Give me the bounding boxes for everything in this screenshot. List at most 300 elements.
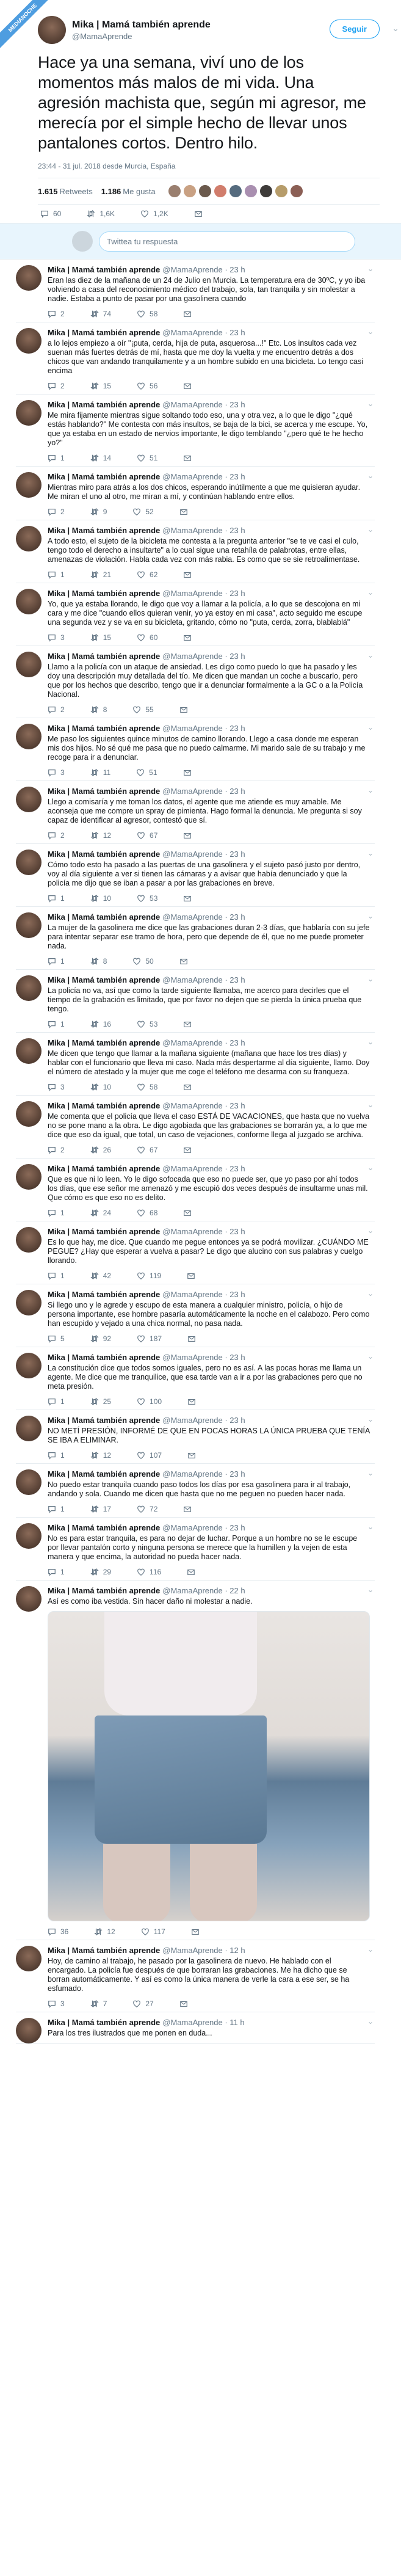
author-handle[interactable]: @MamaAprende: [162, 589, 223, 598]
chevron-down-icon[interactable]: ⌄: [367, 264, 374, 273]
retweet-icon: [90, 633, 99, 642]
envelope-icon: [179, 957, 188, 966]
reply-button[interactable]: 60: [40, 209, 61, 218]
like-button[interactable]: 117: [141, 1927, 165, 1936]
tweet[interactable]: [16, 781, 375, 844]
chevron-down-icon[interactable]: ⌄: [367, 1523, 374, 1531]
reply-button[interactable]: 1: [48, 454, 65, 462]
reply-button[interactable]: 1: [48, 957, 65, 966]
avatar[interactable]: [16, 1227, 42, 1253]
avatar[interactable]: [244, 184, 258, 198]
chevron-down-icon[interactable]: ⌄: [367, 1945, 374, 1954]
avatar[interactable]: [16, 1038, 42, 1064]
like-button[interactable]: 58: [137, 310, 157, 318]
dm-button[interactable]: [183, 570, 196, 579]
dm-button[interactable]: [183, 633, 196, 642]
avatar[interactable]: [16, 589, 42, 614]
chevron-down-icon[interactable]: ⌄: [367, 2017, 374, 2026]
reply-button[interactable]: 1: [48, 1397, 65, 1406]
author-name[interactable]: Mika | Mamá también aprende: [48, 787, 161, 796]
retweet-button[interactable]: 7: [90, 1999, 107, 2008]
author-name[interactable]: Mika | Mamá también aprende: [48, 472, 161, 481]
author-name[interactable]: Mika | Mamá también aprende: [48, 400, 161, 409]
heart-icon: [137, 1146, 145, 1154]
reply-icon: [48, 957, 56, 966]
tweet-time[interactable]: 23 h: [229, 1227, 245, 1236]
tweet-header: [48, 589, 370, 598]
retweet-button[interactable]: 25: [90, 1397, 111, 1406]
dm-button[interactable]: [179, 508, 192, 516]
tweet-actions: [48, 825, 370, 843]
reply-icon: [48, 454, 56, 462]
like-button[interactable]: 67: [137, 831, 157, 840]
dm-button[interactable]: [183, 831, 196, 840]
dm-button[interactable]: [179, 705, 192, 714]
tweet-time[interactable]: 23 h: [229, 1469, 245, 1479]
tweet-time[interactable]: 12 h: [229, 1946, 245, 1955]
reply-button[interactable]: 3: [48, 633, 65, 642]
author-handle[interactable]: @MamaAprende: [162, 1164, 223, 1173]
dm-button[interactable]: [187, 1272, 200, 1280]
tweet-text: Me mira fijamente mientras sigue soltando todo eso, una y otra vez, a lo que le digo "¿qué estás hablando?" Me contesta con más insultos, se baja de la bici, se acerca y me escupe. Yo, que ya estaba en un estado de nervios importante, le digo temblando "¿pero qué te he hecho yo?": [48, 411, 368, 447]
tweet-header: [48, 265, 370, 274]
like-button[interactable]: 60: [137, 633, 157, 642]
like-button[interactable]: 1,2K: [140, 209, 168, 218]
reply-button[interactable]: 2: [48, 310, 65, 318]
retweet-button[interactable]: 74: [90, 310, 111, 318]
dm-button[interactable]: [183, 1083, 196, 1091]
retweet-button[interactable]: 12: [90, 831, 111, 840]
chevron-down-icon[interactable]: ⌄: [367, 912, 374, 920]
dm-button[interactable]: [179, 957, 192, 966]
retweet-button[interactable]: 92: [90, 1334, 111, 1343]
author-handle[interactable]: @MamaAprende: [162, 1101, 223, 1110]
avatar[interactable]: [275, 184, 288, 198]
avatar[interactable]: [16, 1353, 42, 1378]
tweet-text: Eran las diez de la mañana de un 24 de Julio en Murcia. La temperatura era de 30ºC, y yo iba volviendo a casa del reconocimiento médico del trabajo, sola, tan tranquila y sin molestar a nadie. Estaba a punto de pasar por una gasolinera cuando: [48, 276, 366, 303]
tweet-header: [48, 1416, 370, 1425]
like-button[interactable]: 100: [137, 1397, 162, 1406]
reply-button[interactable]: 2: [48, 382, 65, 390]
reply-icon: [48, 894, 56, 903]
dm-button[interactable]: [183, 454, 196, 462]
tweet[interactable]: [16, 395, 375, 467]
tweet-time[interactable]: 22 h: [229, 1586, 245, 1595]
dm-button[interactable]: [191, 1927, 204, 1936]
author-name[interactable]: Mika | Mamá también aprende: [48, 1038, 161, 1047]
tweet-time[interactable]: 23 h: [229, 472, 245, 481]
tweet[interactable]: [16, 1940, 375, 2012]
like-button[interactable]: 51: [137, 454, 157, 462]
avatar[interactable]: [16, 787, 42, 812]
tweet-time[interactable]: 23 h: [229, 1290, 245, 1299]
heart-icon: [137, 1334, 145, 1343]
chevron-down-icon[interactable]: ⌄: [367, 1289, 374, 1298]
like-button[interactable]: 27: [132, 1999, 153, 2008]
avatar[interactable]: [16, 652, 42, 677]
author-handle[interactable]: @MamaAprende: [162, 1353, 223, 1362]
dm-button[interactable]: [194, 209, 207, 218]
dm-button[interactable]: [183, 1209, 196, 1217]
author-name[interactable]: Mika | Mamá también aprende: [48, 526, 161, 535]
author-handle[interactable]: @MamaAprende: [162, 1523, 223, 1532]
tweet-actions: [48, 1391, 370, 1410]
tweet-time[interactable]: 23 h: [229, 1101, 245, 1110]
author-name[interactable]: Mika | Mamá también aprende: [48, 1290, 161, 1299]
reply-input[interactable]: Twittea tu respuesta: [99, 231, 355, 252]
retweet-button[interactable]: 26: [90, 1146, 111, 1154]
tweet[interactable]: [16, 1221, 375, 1284]
author-name[interactable]: Mika | Mamá también aprende: [48, 1586, 161, 1595]
avatar[interactable]: [168, 184, 181, 198]
separator: ·: [222, 265, 230, 274]
author-name[interactable]: Mika | Mamá también aprende: [48, 1353, 161, 1362]
author-handle[interactable]: @MamaAprende: [162, 472, 223, 481]
dm-button[interactable]: [187, 1451, 200, 1460]
separator: ·: [222, 975, 230, 984]
like-button[interactable]: 55: [132, 705, 153, 714]
heart-icon: [137, 454, 145, 462]
chevron-down-icon[interactable]: ⌄: [367, 1469, 374, 1477]
tweet[interactable]: [16, 844, 375, 907]
chevron-down-icon[interactable]: ⌄: [392, 23, 399, 33]
author-handle[interactable]: @MamaAprende: [162, 912, 223, 922]
reply-button[interactable]: 1: [48, 1451, 65, 1460]
like-button[interactable]: 67: [137, 1146, 157, 1154]
chevron-down-icon[interactable]: ⌄: [367, 786, 374, 795]
chevron-down-icon[interactable]: ⌄: [367, 1038, 374, 1046]
like-button[interactable]: 187: [137, 1334, 162, 1343]
chevron-down-icon[interactable]: ⌄: [367, 1163, 374, 1172]
reply-button[interactable]: 3: [48, 1999, 65, 2008]
reply-icon: [48, 570, 56, 579]
like-button[interactable]: 68: [137, 1209, 157, 1217]
retweet-button[interactable]: 10: [90, 1083, 111, 1091]
chevron-down-icon[interactable]: ⌄: [367, 327, 374, 336]
author-name[interactable]: Mika | Mamá también aprende: [48, 2018, 161, 2027]
avatar[interactable]: [16, 1469, 42, 1495]
author-name[interactable]: Mika | Mamá también aprende: [48, 850, 161, 859]
author-handle[interactable]: @MamaAprende: [162, 1586, 223, 1595]
avatar[interactable]: [229, 184, 242, 198]
retweet-button[interactable]: 24: [90, 1209, 111, 1217]
author-handle[interactable]: @MamaAprende: [162, 1290, 223, 1299]
tweet-text: Llamo a la policía con un ataque de ansiedad. Les digo como puedo lo que ha pasado y les doy una descripción muy detallada del tío. Me dicen que mandan un coche a buscarlo, pero que por los hechos que describo, tengo que ir a denunciar formalmente a la GC o a la Policía Nacional.: [48, 663, 363, 699]
avatar[interactable]: [16, 724, 42, 749]
chevron-down-icon[interactable]: ⌄: [367, 651, 374, 660]
author-name[interactable]: Mika | Mamá también aprende: [48, 652, 161, 661]
author-name[interactable]: Mika | Mamá también aprende: [48, 975, 161, 984]
author-handle[interactable]: @MamaAprende: [162, 1227, 223, 1236]
dm-button[interactable]: [187, 1568, 200, 1576]
tweet-time[interactable]: 23 h: [229, 526, 245, 535]
chevron-down-icon[interactable]: ⌄: [367, 975, 374, 983]
tweet-time[interactable]: 23 h: [229, 724, 245, 733]
tweet[interactable]: [16, 1464, 375, 1518]
reply-button[interactable]: 1: [48, 1209, 65, 1217]
author-name[interactable]: Mika | Mamá también aprende: [48, 1164, 161, 1173]
chevron-down-icon[interactable]: ⌄: [367, 1352, 374, 1361]
author-handle[interactable]: @MamaAprende: [162, 400, 223, 409]
author-name[interactable]: Mika | Mamá también aprende: [48, 1523, 161, 1532]
author-handle[interactable]: @MamaAprende: [162, 652, 223, 661]
reply-button[interactable]: 1: [48, 1505, 65, 1513]
author-name[interactable]: Mika | Mamá también aprende: [48, 1227, 161, 1236]
tweet[interactable]: [16, 1033, 375, 1096]
like-button[interactable]: 116: [137, 1568, 161, 1576]
retweet-button[interactable]: 8: [90, 705, 107, 714]
reply-button[interactable]: 3: [48, 1083, 65, 1091]
retweet-button[interactable]: 42: [90, 1272, 111, 1280]
tweet-time[interactable]: 23 h: [229, 400, 245, 409]
avatar[interactable]: [16, 1290, 42, 1315]
like-button[interactable]: 107: [137, 1451, 162, 1460]
author-name[interactable]: Mika | Mamá también aprende: [48, 589, 161, 598]
author-name[interactable]: Mika | Mamá también aprende: [48, 1469, 161, 1479]
avatar[interactable]: [214, 184, 227, 198]
author-handle[interactable]: @MamaAprende: [72, 31, 132, 41]
tweet[interactable]: [16, 2012, 375, 2044]
dm-button[interactable]: [187, 1397, 200, 1406]
envelope-icon: [194, 209, 203, 218]
retweet-button[interactable]: 15: [90, 633, 111, 642]
tweet[interactable]: [16, 322, 375, 395]
avatar[interactable]: [16, 1101, 42, 1127]
reply-icon: [48, 1083, 56, 1091]
retweet-icon: [90, 705, 99, 714]
tweet-time[interactable]: 23 h: [229, 1353, 245, 1362]
like-button[interactable]: 51: [136, 768, 157, 777]
author-handle[interactable]: @MamaAprende: [162, 328, 223, 337]
author-handle[interactable]: @MamaAprende: [162, 2018, 223, 2027]
reply-button[interactable]: 1: [48, 1272, 65, 1280]
reply-button[interactable]: 2: [48, 1146, 65, 1154]
tweet[interactable]: [16, 520, 375, 583]
reply-button[interactable]: 3: [48, 768, 65, 777]
tweet[interactable]: [16, 260, 375, 322]
dm-button[interactable]: [183, 310, 196, 318]
author-handle[interactable]: @MamaAprende: [162, 526, 223, 535]
dm-button[interactable]: [183, 1020, 196, 1028]
envelope-icon: [179, 1999, 188, 2008]
avatar[interactable]: [16, 1946, 42, 1971]
retweet-button[interactable]: 1,6K: [87, 209, 115, 218]
tweet-time[interactable]: 23 h: [229, 912, 245, 922]
like-button[interactable]: 58: [137, 1083, 157, 1091]
envelope-icon: [191, 1927, 200, 1936]
tweet-actions: [48, 304, 370, 322]
like-count[interactable]: 1.186 Me gusta: [101, 186, 156, 196]
reply-button[interactable]: 1: [48, 894, 65, 903]
dm-button[interactable]: [183, 1505, 196, 1513]
tweet[interactable]: [16, 646, 375, 718]
avatar[interactable]: [16, 1416, 42, 1441]
retweet-button[interactable]: 15: [90, 382, 111, 390]
tweet[interactable]: [16, 583, 375, 646]
chevron-down-icon[interactable]: ⌄: [367, 588, 374, 597]
like-button[interactable]: 52: [132, 508, 153, 516]
avatar[interactable]: [16, 1164, 42, 1190]
tweet[interactable]: [16, 1096, 375, 1159]
avatar[interactable]: [38, 16, 66, 44]
retweet-button[interactable]: 17: [90, 1505, 111, 1513]
tweet[interactable]: [16, 1284, 375, 1347]
author-name[interactable]: Mika | Mamá también aprende: [48, 724, 161, 733]
tweet[interactable]: [16, 1518, 375, 1581]
like-button[interactable]: 53: [137, 894, 157, 903]
author-name[interactable]: Mika | Mamá también aprende: [48, 265, 161, 274]
like-button[interactable]: 56: [137, 382, 157, 390]
tweet-time[interactable]: 23 h: [229, 975, 245, 984]
tweet[interactable]: [16, 1410, 375, 1464]
tweet[interactable]: [16, 467, 375, 520]
avatar[interactable]: [16, 912, 42, 938]
like-button[interactable]: 50: [132, 957, 153, 966]
author-handle[interactable]: @MamaAprende: [162, 850, 223, 859]
retweet-icon: [90, 957, 99, 966]
dm-button[interactable]: [179, 1999, 192, 2008]
tweet-time[interactable]: 23 h: [229, 1164, 245, 1173]
chevron-down-icon[interactable]: ⌄: [367, 1101, 374, 1109]
reply-button[interactable]: 1: [48, 1020, 65, 1028]
avatar[interactable]: [16, 975, 42, 1001]
retweet-button[interactable]: 8: [90, 957, 107, 966]
tweet-time[interactable]: 23 h: [229, 1038, 245, 1047]
reply-button[interactable]: 2: [48, 831, 65, 840]
dm-button[interactable]: [183, 894, 196, 903]
retweet-button[interactable]: 10: [90, 894, 111, 903]
like-button[interactable]: 53: [137, 1020, 157, 1028]
dm-button[interactable]: [183, 382, 196, 390]
retweet-button[interactable]: 14: [90, 454, 111, 462]
retweet-button[interactable]: 9: [90, 508, 107, 516]
chevron-down-icon[interactable]: ⌄: [367, 1226, 374, 1235]
chevron-down-icon[interactable]: ⌄: [367, 471, 374, 480]
follow-button[interactable]: Seguir: [330, 20, 380, 38]
author-name[interactable]: Mika | Mamá también aprende: [48, 912, 161, 922]
tweet-time[interactable]: 23 h: [229, 850, 245, 859]
chevron-down-icon[interactable]: ⌄: [367, 525, 374, 534]
author-handle[interactable]: @MamaAprende: [162, 1038, 223, 1047]
reply-button[interactable]: 36: [48, 1927, 68, 1936]
reply-icon: [48, 768, 56, 777]
dm-button[interactable]: [187, 1334, 200, 1343]
like-button[interactable]: 62: [137, 570, 157, 579]
avatar[interactable]: [16, 2018, 42, 2043]
retweet-button[interactable]: 11: [90, 768, 110, 777]
chevron-down-icon[interactable]: ⌄: [367, 1415, 374, 1424]
tweet-header: [48, 975, 370, 984]
tweet[interactable]: [16, 970, 375, 1033]
author-name[interactable]: Mika | Mamá también aprende: [72, 19, 211, 30]
reply-button[interactable]: 1: [48, 570, 65, 579]
retweet-count[interactable]: 1.615 Retweets: [38, 186, 93, 196]
tweet-time[interactable]: 23 h: [229, 652, 245, 661]
reply-icon: [48, 1272, 56, 1280]
avatar[interactable]: [16, 328, 42, 354]
reply-button[interactable]: 2: [48, 508, 65, 516]
retweet-button[interactable]: 21: [90, 570, 111, 579]
avatar[interactable]: [16, 1586, 42, 1612]
tweet-time[interactable]: 23 h: [229, 265, 245, 274]
author-handle[interactable]: @MamaAprende: [162, 265, 223, 274]
tweet-time[interactable]: 23 h: [229, 589, 245, 598]
chevron-down-icon[interactable]: ⌄: [367, 849, 374, 857]
author-handle[interactable]: @MamaAprende: [162, 1469, 223, 1479]
author-name[interactable]: Mika | Mamá también aprende: [48, 1101, 161, 1110]
tweet-text: La policía no va, así que como la tarde siguiente llamaba, me acerco para decirles que el tiempo de la grabación es limitado, que por favor no dejen que se pierda la única prueba que tengo.: [48, 986, 362, 1013]
reply-button[interactable]: 5: [48, 1334, 65, 1343]
tweet-text: Yo, que ya estaba llorando, le digo que voy a llamar a la policía, a lo que se descojona en mi cara y me dice "cuando ellos quieran venir, yo ya estoy en mi casa", acto seguido me escupe una segunda vez y se va en su bicicleta, gritando, cómo no "puta, cerda, zorra, blablablá": [48, 600, 363, 627]
retweet-button[interactable]: 12: [90, 1451, 111, 1460]
avatar[interactable]: [16, 850, 42, 875]
heart-icon: [137, 1020, 145, 1028]
author-name[interactable]: Mika | Mamá también aprende: [48, 328, 161, 337]
retweet-button[interactable]: 16: [90, 1020, 111, 1028]
tweet[interactable]: [16, 1347, 375, 1410]
author-handle[interactable]: @MamaAprende: [162, 1946, 223, 1955]
author-handle[interactable]: @MamaAprende: [162, 724, 223, 733]
avatar[interactable]: [16, 1523, 42, 1549]
tweet-header: [48, 912, 370, 922]
chevron-down-icon[interactable]: ⌄: [367, 399, 374, 408]
author-handle[interactable]: @MamaAprende: [162, 1416, 223, 1425]
tweet-actions: [48, 501, 370, 520]
avatar[interactable]: [198, 184, 212, 198]
avatar[interactable]: [259, 184, 273, 198]
retweet-button[interactable]: 29: [90, 1568, 111, 1576]
retweet-button[interactable]: 12: [94, 1927, 115, 1936]
author-handle[interactable]: @MamaAprende: [162, 975, 223, 984]
avatar[interactable]: [290, 184, 303, 198]
author-name[interactable]: Mika | Mamá también aprende: [48, 1946, 161, 1955]
separator: ·: [222, 526, 230, 535]
reply-button[interactable]: 1: [48, 1568, 65, 1576]
tweet-time[interactable]: 23 h: [229, 787, 245, 796]
tweet[interactable]: [16, 718, 375, 781]
tweet-photo[interactable]: [48, 1611, 370, 1921]
tweet-time[interactable]: 23 h: [229, 328, 245, 337]
chevron-down-icon[interactable]: ⌄: [367, 723, 374, 732]
liker-avatars[interactable]: [168, 184, 305, 198]
tweet[interactable]: [16, 907, 375, 970]
retweet-icon: [90, 570, 99, 579]
envelope-icon: [187, 1272, 195, 1280]
tweet[interactable]: [16, 1581, 375, 1940]
main-tweet-date[interactable]: 23:44 - 31 jul. 2018 desde Murcia, España: [38, 162, 176, 170]
tweet[interactable]: [16, 1159, 375, 1221]
dm-button[interactable]: [183, 768, 196, 777]
avatar[interactable]: [16, 472, 42, 498]
dm-button[interactable]: [183, 1146, 196, 1154]
retweet-icon: [90, 382, 99, 390]
reply-button[interactable]: 2: [48, 705, 65, 714]
like-button[interactable]: 119: [137, 1272, 161, 1280]
separator: ·: [222, 1416, 230, 1425]
author-handle[interactable]: @MamaAprende: [162, 787, 223, 796]
avatar[interactable]: [16, 265, 42, 291]
like-button[interactable]: 72: [137, 1505, 157, 1513]
tweet-time[interactable]: 11 h: [229, 2018, 245, 2027]
avatar[interactable]: [16, 526, 42, 551]
tweet-time[interactable]: 23 h: [229, 1523, 245, 1532]
envelope-icon: [183, 1146, 192, 1154]
avatar[interactable]: [183, 184, 197, 198]
author-name[interactable]: Mika | Mamá también aprende: [48, 1416, 161, 1425]
chevron-down-icon[interactable]: ⌄: [367, 1585, 374, 1594]
avatar[interactable]: [16, 400, 42, 426]
tweet-time[interactable]: 23 h: [229, 1416, 245, 1425]
